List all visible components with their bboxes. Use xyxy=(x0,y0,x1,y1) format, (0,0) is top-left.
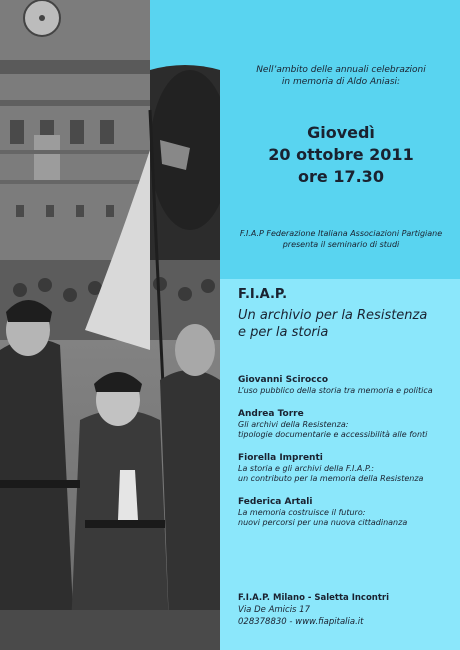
intro-line-2: in memoria di Aldo Aniasi: xyxy=(281,77,401,87)
intro-line-1: Nell’ambito delle annuali celebrazioni xyxy=(256,65,426,75)
organizer-line-2: presenta il seminario di studi xyxy=(282,240,400,249)
partisans-photo xyxy=(0,0,220,650)
seminar-title-block xyxy=(238,287,454,341)
event-day: Giovedì xyxy=(307,123,375,142)
organizer-line-1: F.I.A.P Federazione Italiana Associazioni Partigiane xyxy=(239,229,443,238)
seminar-acronym: F.I.A.P. xyxy=(238,287,288,302)
seminar-title-line-2: e per la storia xyxy=(238,325,329,340)
speaker-name: Fiorella Imprenti xyxy=(238,452,323,463)
talk-item xyxy=(238,375,456,397)
venue-contact: 028378830 - www.fiapitalia.it xyxy=(238,617,364,627)
venue-info xyxy=(238,592,456,628)
talk-topic-line: La storia e gli archivi della F.I.A.P.: xyxy=(238,463,375,473)
talk-topic-line: La memoria costruisce il futuro: xyxy=(238,507,366,517)
talk-topic-line: Gli archivi della Resistenza: xyxy=(238,419,349,429)
partisans-photo-illustration xyxy=(0,0,220,650)
talk-topic-line: L’uso pubblico della storia tra memoria e politica xyxy=(238,386,433,395)
venue-name: F.I.A.P. Milano - Saletta Incontri xyxy=(238,593,390,603)
talk-item xyxy=(238,409,456,441)
event-date-value: 20 ottobre 2011 xyxy=(268,145,414,164)
event-time: ore 17.30 xyxy=(298,167,384,186)
talk-topic-line: un contributo per la memoria della Resistenza xyxy=(238,474,424,483)
speaker-name: Giovanni Scirocco xyxy=(238,375,329,385)
talk-topic-line: tipologie documentarie e accessibilità alle fonti xyxy=(238,430,428,439)
seminar-title-line-1: Un archivio per la Resistenza xyxy=(238,308,428,323)
venue-address: Via De Amicis 17 xyxy=(238,605,311,615)
talk-topic-line: nuovi percorsi per una nuova cittadinanza xyxy=(238,518,408,527)
talks-list xyxy=(238,375,456,541)
talk-item xyxy=(238,453,456,485)
speaker-name: Federica Artali xyxy=(238,496,313,507)
intro-text xyxy=(228,64,454,88)
event-date xyxy=(228,122,454,188)
talk-item xyxy=(238,497,456,529)
speaker-name: Andrea Torre xyxy=(238,408,304,419)
organizer-text xyxy=(228,228,454,250)
